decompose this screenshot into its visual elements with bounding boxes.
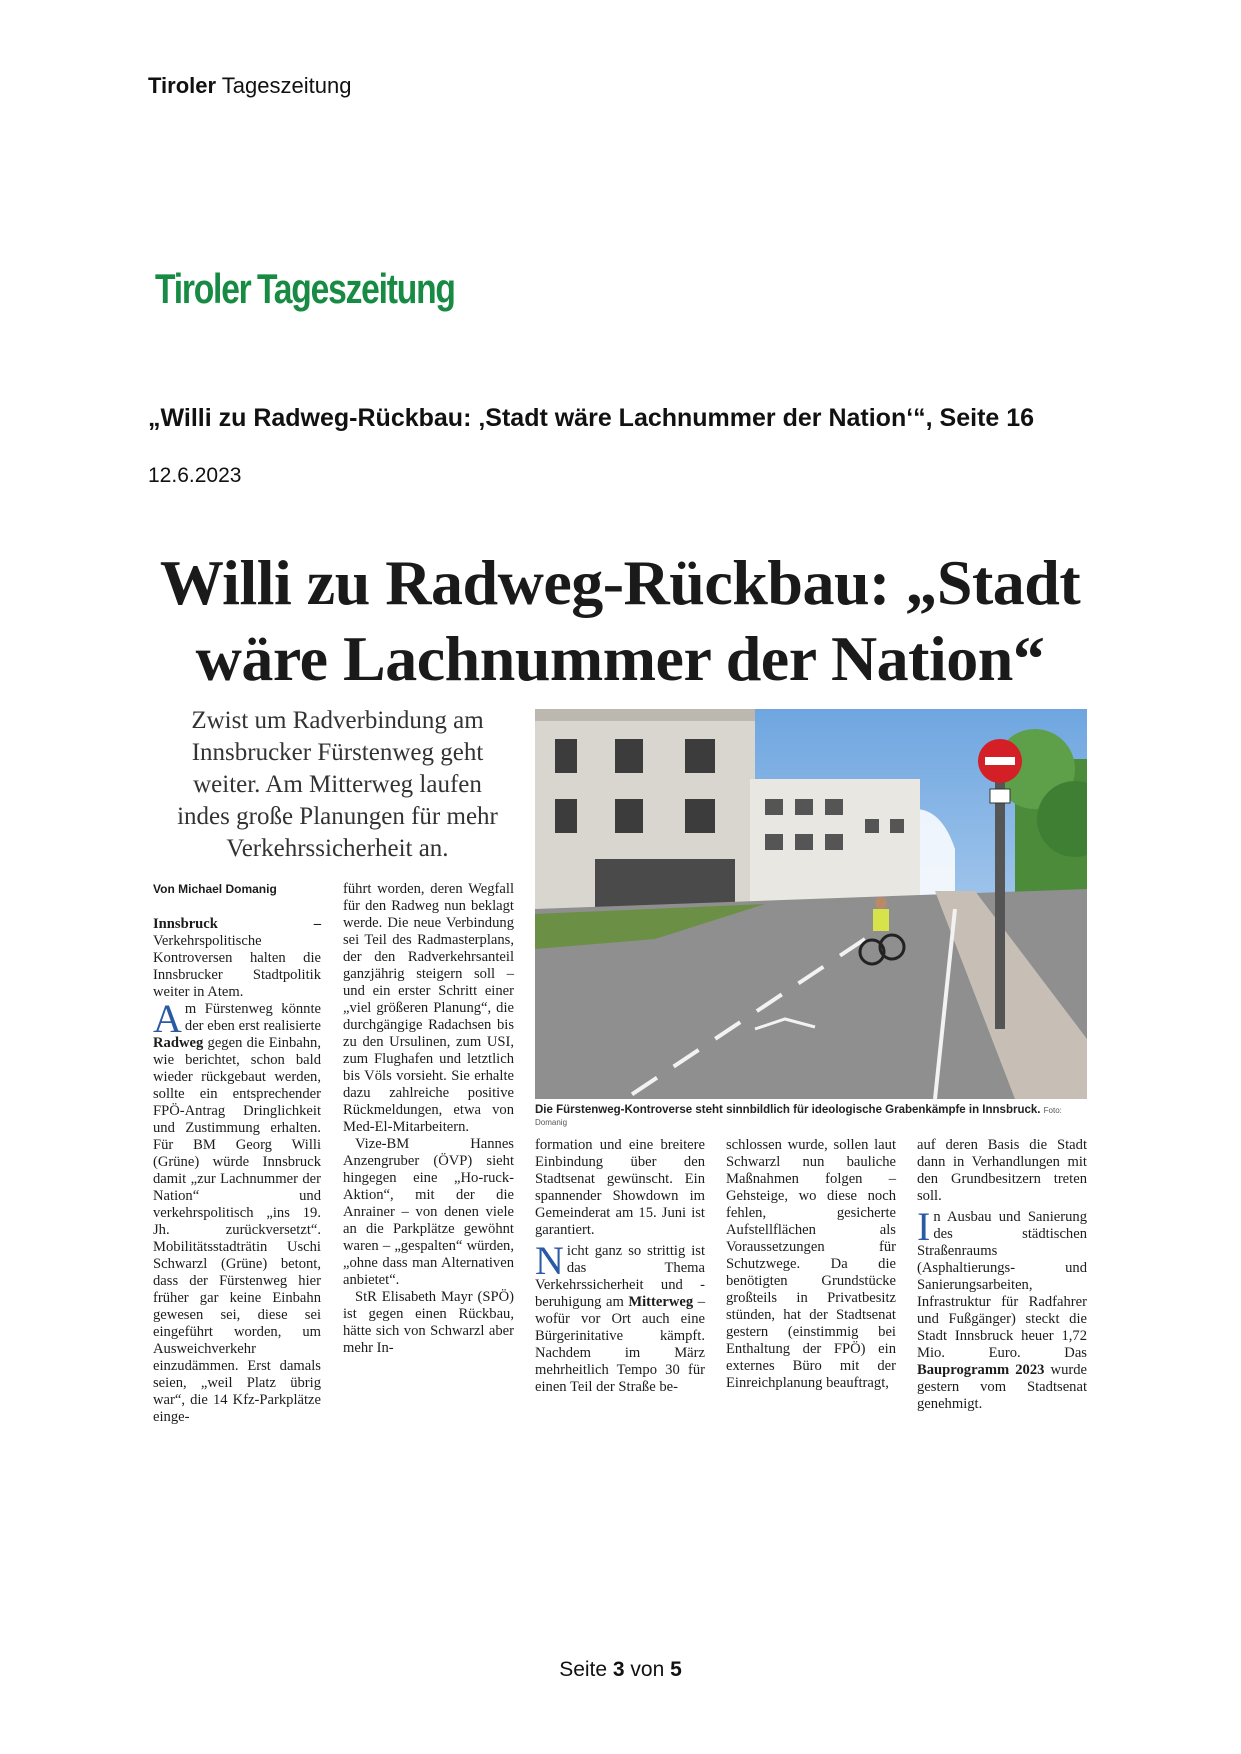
paragraph-text: auf deren Basis die Stadt dann in Verhandlungen mit den Grundbesitzern treten soll. [917,1137,1087,1204]
paragraph-bauprogramm [917,1204,1087,1413]
page-number-footer [0,1658,1241,1682]
footer-of: von [624,1658,671,1681]
lead-text: Verkehrspolitische Kontroversen halten die Innsbrucker Stadtpolitik weiter in Atem. [153,933,321,1000]
publication-name-bold: Tiroler [148,73,217,98]
drop-cap: I [917,1204,931,1249]
caption-text: Die Fürstenweg-Kontroverse steht sinnbildlich für ideologische Grabenkämpfe in Innsbruck. [535,1104,1041,1116]
newspaper-logo [155,265,495,319]
publication-name [148,73,351,99]
paragraph-text: – wofür vor Ort auch eine Bürgerinitative kämpft. Nachdem im März mehrheitlich Tempo 30 für einen Teil der Straße be- [535,1294,705,1395]
street-photo-illustration [535,709,1087,1099]
drop-cap: A [153,996,182,1041]
bold-keyword-mitterweg: Mitterweg [628,1294,694,1310]
bold-keyword-bauprogramm: Bauprogramm 2023 [917,1362,1045,1378]
article-photo [535,709,1087,1099]
article-teaser: Zwist um Radverbindung am Innsbrucker Fürstenweg geht weiter. Am Mitterweg laufen indes große Planungen für mehr Verkehrssicherheit an. [177,707,498,862]
paragraph-mitterweg [535,1238,705,1396]
paragraph-text: formation und eine breitere Einbindung über den Stadtsenat gewünscht. Ein spannender Showdown im Gemeinderat am 15. Juni ist garantiert. [535,1137,705,1238]
paragraph-fuerstenweg [153,996,321,1426]
current-page: 3 [612,1658,625,1681]
footer-prefix: Seite [559,1658,613,1681]
paragraph-text: gegen die Einbahn, wie berichtet, schon bald wieder rückgebaut werden, sollte ein entsprechender FPÖ-Antrag Dringlichkeit und Zustimmung erhalten. Für BM Georg Willi (Grüne) würde Innsbruck damit „zur Lachnummer der Nation“ und verkehrspolitisch „ins 19. Jh. zurückversetzt“. Mobilitätsstadträtin Uschi Schwarzl (Grüne) betont, dass der Fürstenweg hier früher gar keine Einbahn gewesen sei, diese sei eingeführt worden, um Ausweichverkehr einzudämmen. Erst damals seien, „weil Platz übrig war“, die 14 Kfz-Parkplätze einge- [153,1035,321,1425]
paragraph-text: m Fürstenweg könnte der eben erst realisierte [184,1001,321,1034]
publication-name-rest: Tageszeitung [216,73,352,98]
logo-word-left: Tiroler [155,265,251,312]
total-pages: 5 [670,1658,682,1681]
paragraph-text: führt worden, deren Wegfall für den Radweg nun beklagt werde. Die neue Verbindung sei Teil des Radmasterplans, der den Radverkehrsanteil ganzjährig steigern soll – und ein erster Schritt einer „viel größeren Planung“, die durchgängige Radachsen bis zu den Ursulinen, zum USI, zum Flughafen und letztlich bis Völs vorsieht. Sie erhalte dazu zahlreiche positive Rückmeldungen, etwa von Med-El-Mitarbeitern. [343,881,514,1135]
paragraph-text: schlossen wurde, sollen laut Schwarzl nun bauliche Maßnahmen folgen – Gehsteige, wo diese noch fehlen, gesicherte Aufstellflächen als Voraussetzungen für Schutzwege. Da die benötigten Grundstücke großteils in Privatbesitz stünden, hat der Stadtsenat gestern (einstimmig bei Enthaltung der FPÖ) ein externes Büro mit der Einreichplanung beauftragt, [726,1137,896,1391]
document-title: „Willi zu Radweg-Rückbau: ‚Stadt wäre Lachnummer der Nation‘“, Seite 16 [148,404,1035,432]
article-column-4 [726,1137,896,1392]
paragraph-text: wurde gestern vom Stadtsenat genehmigt. [917,1362,1087,1412]
photo-caption [535,1104,1087,1128]
paragraph-text: StR Elisabeth Mayr (SPÖ) ist gegen einen Rückbau, hätte sich von Schwarzl aber mehr In- [343,1289,514,1356]
article-column-3 [535,1137,705,1396]
article-headline: Willi zu Radweg-Rückbau: „Stadt wäre Lachnummer der Nation“ [159,547,1081,694]
paragraph-text: Vize-BM Hannes Anzengruber (ÖVP) sieht hingegen eine „Ho-ruck-Aktion“, mit der die Anrainer – von denen viele an die Parkplätze gewöhnt waren – „gespalten“ würden, „ohne dass man Alternativen anbietet“. [343,1136,514,1288]
paragraph-text: icht ganz so strittig ist das Thema Verkehrssicherheit und -beruhigung am [535,1243,705,1310]
lead-dateline: Innsbruck – [153,916,321,932]
photo-credit: Foto: Domanig [535,1106,1062,1127]
paragraph-text: n Ausbau und Sanierung des städtischen Straßenraums (Asphaltierungs- und Sanierungsarbeiten, Infrastruktur für Radfahrer und Fußgänger) steckt die Stadt Innsbruck heuer 1,72 Mio. Euro. Das [917,1209,1087,1361]
logo-word-right: Tageszeitung [256,265,455,312]
article-column-1 [153,881,321,1426]
document-date: 12.6.2023 [148,464,242,487]
article-column-2 [343,881,514,1357]
drop-cap: N [535,1238,564,1283]
article-column-5 [917,1137,1087,1413]
lead-paragraph [153,916,321,1001]
bold-keyword-radweg: Radweg [153,1035,204,1051]
article-author: Von Michael Domanig [153,882,277,896]
